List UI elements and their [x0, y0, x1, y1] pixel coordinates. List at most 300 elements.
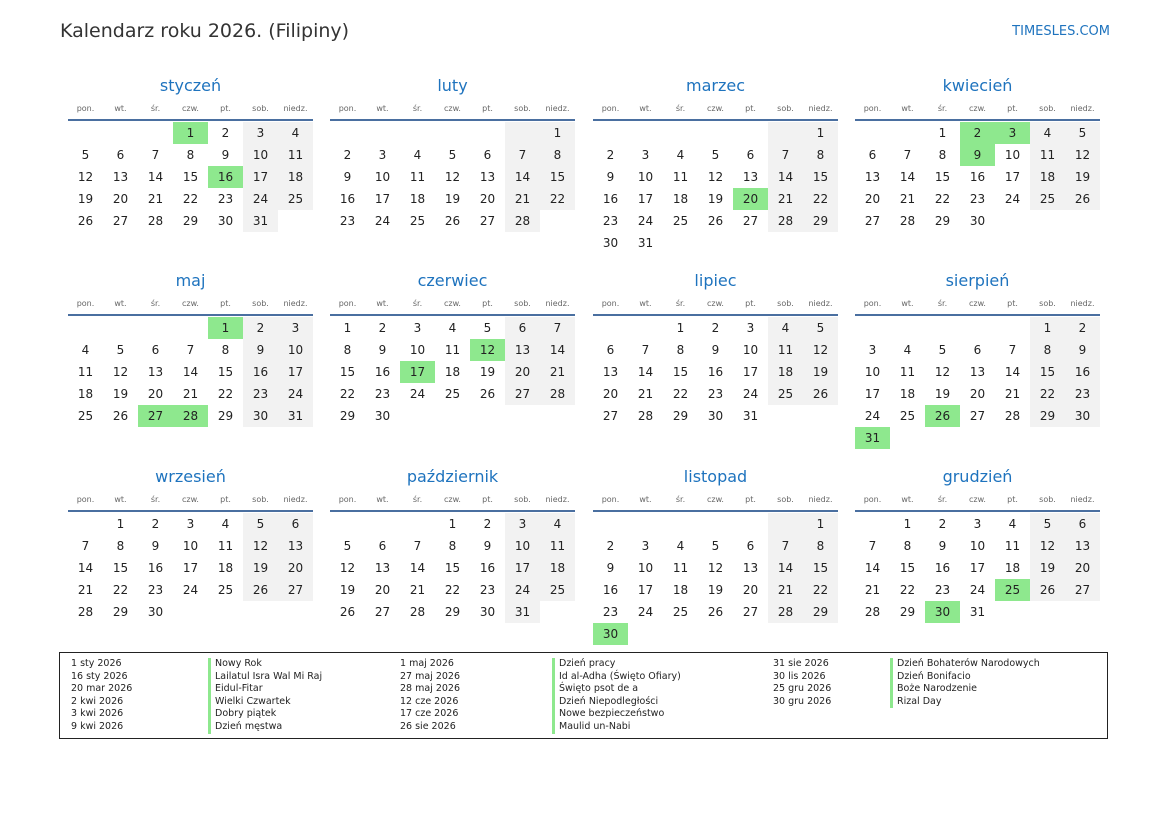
day-cell: 4 — [448, 321, 457, 335]
day-cell: 7 — [768, 535, 803, 557]
day-cell: 11 — [217, 539, 234, 553]
weekday-label: niedz. — [283, 104, 308, 113]
day-cell: 18 — [768, 361, 803, 383]
day-cell: 7 — [151, 148, 160, 162]
day-cell: 5 — [1030, 513, 1065, 535]
day-cell: 24 — [243, 188, 278, 210]
day-cell: 2 — [483, 517, 492, 531]
day-cell: 19 — [479, 365, 496, 379]
day-cell: 31 — [637, 236, 654, 250]
day-cell: 11 — [1030, 144, 1065, 166]
day-cell: 15 — [540, 166, 575, 188]
day-cell: 23 — [374, 387, 391, 401]
day-cell: 3 — [746, 321, 755, 335]
day-cell: 21 — [637, 387, 654, 401]
empty-day-cell — [505, 405, 540, 427]
day-cell: 17 — [969, 561, 986, 575]
day-cell: 22 — [217, 387, 234, 401]
day-cell: 4 — [1008, 517, 1017, 531]
day-cell: 27 — [505, 383, 540, 405]
weekday-label: czw. — [444, 299, 461, 308]
day-cell: 8 — [903, 539, 912, 553]
weekday-label: niedz. — [808, 299, 833, 308]
empty-day-cell — [628, 623, 663, 645]
day-cell: 1 — [116, 517, 125, 531]
holiday-day-cell: 1 — [173, 122, 208, 144]
day-cell: 19 — [444, 192, 461, 206]
legend-holiday-name: Lailatul Isra Wal Mi Raj — [208, 671, 322, 684]
day-cell: 2 — [378, 321, 387, 335]
weekday-label: niedz. — [1070, 299, 1095, 308]
day-cell: 12 — [112, 365, 129, 379]
day-cell: 6 — [606, 343, 615, 357]
day-cell: 5 — [343, 539, 352, 553]
day-cell: 11 — [77, 365, 94, 379]
weekday-label: pon. — [338, 495, 357, 504]
day-cell: 12 — [934, 365, 951, 379]
day-cell: 3 — [243, 122, 278, 144]
day-cell: 24 — [637, 214, 654, 228]
weekday-label: sob. — [514, 299, 531, 308]
empty-day-cell — [505, 122, 540, 144]
day-cell: 26 — [112, 409, 129, 423]
holiday-day-cell: 26 — [925, 405, 960, 427]
weekday-header — [593, 489, 838, 512]
day-cell: 25 — [768, 383, 803, 405]
weekday-label: wt. — [639, 104, 652, 113]
day-cell: 20 — [602, 387, 619, 401]
day-cell: 9 — [483, 539, 492, 553]
day-cell: 14 — [409, 561, 426, 575]
day-cell: 10 — [182, 539, 199, 553]
empty-day-cell — [995, 317, 1030, 339]
day-grid — [330, 512, 575, 623]
day-cell: 30 — [1065, 405, 1100, 427]
weekday-label: wt. — [639, 299, 652, 308]
empty-day-cell — [663, 122, 698, 144]
weekday-label: pt. — [220, 104, 231, 113]
day-cell: 13 — [112, 170, 129, 184]
day-cell: 8 — [938, 148, 947, 162]
day-cell: 21 — [540, 361, 575, 383]
day-cell: 28 — [899, 214, 916, 228]
empty-day-cell — [1065, 210, 1100, 232]
weekday-header — [68, 98, 313, 121]
empty-day-cell — [138, 317, 173, 339]
empty-day-cell — [470, 122, 505, 144]
day-cell: 6 — [151, 343, 160, 357]
day-cell: 11 — [1004, 539, 1021, 553]
day-cell: 23 — [934, 583, 951, 597]
day-cell: 1 — [803, 122, 838, 144]
empty-day-cell — [103, 317, 138, 339]
empty-day-cell — [1030, 601, 1065, 623]
day-cell: 8 — [221, 343, 230, 357]
weekday-label: pt. — [745, 299, 756, 308]
day-cell: 19 — [1030, 557, 1065, 579]
day-cell: 9 — [243, 339, 278, 361]
weekday-header — [855, 98, 1100, 121]
day-cell: 16 — [374, 365, 391, 379]
day-cell: 18 — [1004, 561, 1021, 575]
day-cell: 13 — [969, 365, 986, 379]
empty-day-cell — [540, 210, 575, 232]
day-cell: 28 — [768, 210, 803, 232]
day-cell: 20 — [147, 387, 164, 401]
day-cell: 3 — [641, 148, 650, 162]
day-cell: 12 — [444, 170, 461, 184]
day-cell: 31 — [969, 605, 986, 619]
day-cell: 28 — [77, 605, 94, 619]
day-cell: 12 — [707, 170, 724, 184]
empty-day-cell — [733, 122, 768, 144]
weekday-header — [593, 293, 838, 316]
day-cell: 21 — [864, 583, 881, 597]
empty-day-cell — [855, 513, 890, 535]
day-grid — [330, 121, 575, 232]
day-cell: 6 — [746, 539, 755, 553]
month-name: kwiecień — [942, 76, 1013, 95]
weekday-label: czw. — [969, 495, 986, 504]
day-cell: 15 — [672, 365, 689, 379]
day-cell: 24 — [969, 583, 986, 597]
day-cell: 23 — [479, 583, 496, 597]
empty-day-cell — [400, 513, 435, 535]
day-grid — [855, 121, 1100, 232]
legend-holiday-name: Dzień męstwa — [208, 721, 322, 734]
day-cell: 6 — [1065, 513, 1100, 535]
day-cell: 7 — [81, 539, 90, 553]
day-cell: 5 — [483, 321, 492, 335]
day-cell: 19 — [707, 192, 724, 206]
day-cell: 11 — [278, 144, 313, 166]
day-cell: 21 — [409, 583, 426, 597]
weekday-label: czw. — [707, 104, 724, 113]
day-cell: 17 — [374, 192, 391, 206]
day-cell: 5 — [81, 148, 90, 162]
day-cell: 9 — [343, 170, 352, 184]
weekday-label: pt. — [1007, 495, 1018, 504]
empty-day-cell — [925, 317, 960, 339]
day-cell: 6 — [868, 148, 877, 162]
empty-day-cell — [1030, 210, 1065, 232]
legend-holiday-name: Wielki Czwartek — [208, 696, 322, 709]
day-cell: 25 — [672, 214, 689, 228]
day-cell: 14 — [768, 166, 803, 188]
empty-day-cell — [540, 405, 575, 427]
holiday-day-cell: 20 — [733, 188, 768, 210]
day-cell: 13 — [742, 170, 759, 184]
month-7 — [855, 268, 1100, 453]
day-cell: 14 — [147, 170, 164, 184]
weekday-label: śr. — [412, 104, 423, 113]
weekday-label: sob. — [1039, 299, 1056, 308]
day-cell: 26 — [339, 605, 356, 619]
day-cell: 14 — [77, 561, 94, 575]
weekday-header — [330, 489, 575, 512]
empty-day-cell — [925, 427, 960, 449]
day-cell: 31 — [742, 409, 759, 423]
day-cell: 16 — [602, 583, 619, 597]
day-cell: 26 — [707, 214, 724, 228]
day-cell: 28 — [409, 605, 426, 619]
month-9 — [330, 464, 575, 649]
day-cell: 16 — [243, 361, 278, 383]
day-cell: 15 — [182, 170, 199, 184]
month-3 — [855, 73, 1100, 258]
day-cell: 17 — [864, 387, 881, 401]
empty-day-cell — [890, 317, 925, 339]
day-cell: 13 — [147, 365, 164, 379]
day-cell: 25 — [217, 583, 234, 597]
day-cell: 9 — [151, 539, 160, 553]
month-name: lipiec — [694, 271, 737, 290]
day-cell: 5 — [1065, 122, 1100, 144]
empty-day-cell — [855, 122, 890, 144]
day-cell: 20 — [969, 387, 986, 401]
day-cell: 9 — [938, 539, 947, 553]
site-link[interactable]: TIMESLES.COM — [1012, 24, 1110, 39]
day-cell: 16 — [147, 561, 164, 575]
holiday-legend — [59, 652, 1108, 739]
day-cell: 1 — [676, 321, 685, 335]
legend-names-col-3 — [890, 658, 1040, 708]
day-cell: 19 — [1065, 166, 1100, 188]
day-cell: 17 — [637, 192, 654, 206]
day-cell: 21 — [505, 188, 540, 210]
day-cell: 7 — [1008, 343, 1017, 357]
day-cell: 7 — [505, 144, 540, 166]
day-cell: 22 — [934, 192, 951, 206]
weekday-label: sob. — [514, 495, 531, 504]
day-cell: 29 — [672, 409, 689, 423]
day-cell: 6 — [973, 343, 982, 357]
day-cell: 14 — [864, 561, 881, 575]
day-cell: 10 — [637, 561, 654, 575]
day-cell: 4 — [221, 517, 230, 531]
day-cell: 13 — [864, 170, 881, 184]
day-cell: 8 — [343, 343, 352, 357]
day-cell: 1 — [1030, 317, 1065, 339]
day-cell: 24 — [409, 387, 426, 401]
day-cell: 15 — [803, 166, 838, 188]
day-cell: 24 — [278, 383, 313, 405]
empty-day-cell — [663, 513, 698, 535]
day-cell: 1 — [803, 513, 838, 535]
empty-day-cell — [628, 122, 663, 144]
legend-holiday-name: Id al-Adha (Święto Ofiary) — [552, 671, 681, 684]
day-cell: 17 — [243, 166, 278, 188]
weekday-label: niedz. — [545, 495, 570, 504]
day-cell: 19 — [934, 387, 951, 401]
day-cell: 31 — [243, 210, 278, 232]
day-cell: 1 — [938, 126, 947, 140]
day-cell: 12 — [77, 170, 94, 184]
day-cell: 26 — [479, 387, 496, 401]
holiday-day-cell: 30 — [925, 601, 960, 623]
day-cell: 10 — [1004, 148, 1021, 162]
day-cell: 6 — [483, 148, 492, 162]
day-cell: 8 — [803, 535, 838, 557]
weekday-label: czw. — [969, 104, 986, 113]
day-cell: 14 — [1004, 365, 1021, 379]
day-grid — [593, 512, 838, 645]
day-cell: 16 — [969, 170, 986, 184]
day-cell: 28 — [864, 605, 881, 619]
weekday-label: pt. — [220, 299, 231, 308]
empty-day-cell — [890, 427, 925, 449]
month-name: październik — [406, 467, 499, 486]
weekday-label: pt. — [745, 495, 756, 504]
empty-day-cell — [208, 601, 243, 623]
day-cell: 28 — [147, 214, 164, 228]
weekday-label: czw. — [444, 104, 461, 113]
day-cell: 15 — [1030, 361, 1065, 383]
day-cell: 30 — [602, 236, 619, 250]
empty-day-cell — [103, 122, 138, 144]
weekday-label: pt. — [482, 104, 493, 113]
day-cell: 27 — [112, 214, 129, 228]
weekday-label: niedz. — [283, 299, 308, 308]
day-cell: 15 — [112, 561, 129, 575]
legend-date: 27 maj 2026 — [400, 670, 461, 682]
empty-day-cell — [733, 513, 768, 535]
day-cell: 3 — [641, 539, 650, 553]
day-cell: 3 — [505, 513, 540, 535]
holiday-day-cell: 12 — [470, 339, 505, 361]
day-cell: 10 — [243, 144, 278, 166]
day-cell: 30 — [147, 605, 164, 619]
day-cell: 12 — [1030, 535, 1065, 557]
weekday-label: czw. — [182, 299, 199, 308]
day-cell: 13 — [479, 170, 496, 184]
day-cell: 3 — [868, 343, 877, 357]
day-cell: 17 — [278, 361, 313, 383]
empty-day-cell — [1065, 601, 1100, 623]
weekday-label: sob. — [252, 104, 269, 113]
day-cell: 14 — [505, 166, 540, 188]
weekday-label: pt. — [1007, 299, 1018, 308]
weekday-label: wt. — [901, 495, 914, 504]
day-cell: 14 — [540, 339, 575, 361]
day-cell: 24 — [374, 214, 391, 228]
empty-day-cell — [768, 623, 803, 645]
day-cell: 28 — [637, 409, 654, 423]
weekday-label: niedz. — [1070, 104, 1095, 113]
day-cell: 25 — [278, 188, 313, 210]
legend-holiday-name: Święto psot de a — [552, 683, 681, 696]
day-grid — [593, 316, 838, 427]
month-4 — [68, 268, 313, 453]
day-cell: 9 — [606, 561, 615, 575]
day-cell: 17 — [742, 365, 759, 379]
day-cell: 11 — [672, 170, 689, 184]
day-cell: 30 — [217, 214, 234, 228]
day-cell: 3 — [378, 148, 387, 162]
day-cell: 25 — [77, 409, 94, 423]
weekday-label: pon. — [76, 104, 95, 113]
day-cell: 5 — [711, 148, 720, 162]
day-cell: 30 — [479, 605, 496, 619]
day-cell: 23 — [602, 214, 619, 228]
weekday-label: pt. — [482, 299, 493, 308]
day-cell: 29 — [339, 409, 356, 423]
day-cell: 27 — [278, 579, 313, 601]
day-cell: 11 — [899, 365, 916, 379]
day-cell: 5 — [116, 343, 125, 357]
day-cell: 27 — [374, 605, 391, 619]
weekday-label: czw. — [969, 299, 986, 308]
weekday-label: czw. — [182, 495, 199, 504]
month-name: styczeń — [159, 76, 222, 95]
weekday-label: sob. — [777, 299, 794, 308]
weekday-label: pt. — [1007, 104, 1018, 113]
day-cell: 4 — [413, 148, 422, 162]
legend-holiday-name: Eidul-Fitar — [208, 683, 322, 696]
empty-day-cell — [68, 122, 103, 144]
legend-date: 9 kwi 2026 — [71, 720, 124, 732]
legend-dates-col-2 — [400, 658, 460, 734]
day-cell: 14 — [768, 557, 803, 579]
day-cell: 25 — [672, 605, 689, 619]
weekday-label: wt. — [376, 104, 389, 113]
empty-day-cell — [68, 513, 103, 535]
empty-day-cell — [803, 623, 838, 645]
legend-holiday-name: Nowe bezpieczeństwo — [552, 708, 681, 721]
day-cell: 1 — [448, 517, 457, 531]
empty-day-cell — [663, 623, 698, 645]
day-cell: 15 — [934, 170, 951, 184]
month-6 — [593, 268, 838, 453]
day-cell: 16 — [707, 365, 724, 379]
day-cell: 3 — [278, 317, 313, 339]
empty-day-cell — [330, 513, 365, 535]
empty-day-cell — [173, 317, 208, 339]
calendar-grid — [68, 73, 1102, 653]
weekday-label: śr. — [675, 299, 686, 308]
day-cell: 18 — [899, 387, 916, 401]
day-cell: 2 — [221, 126, 230, 140]
day-cell: 30 — [243, 405, 278, 427]
empty-day-cell — [698, 623, 733, 645]
empty-day-cell — [365, 513, 400, 535]
day-cell: 17 — [182, 561, 199, 575]
weekday-header — [68, 489, 313, 512]
legend-date: 26 sie 2026 — [400, 720, 456, 732]
legend-date: 25 gru 2026 — [773, 683, 832, 695]
day-cell: 6 — [505, 317, 540, 339]
legend-date: 30 lis 2026 — [773, 670, 826, 682]
weekday-label: czw. — [707, 299, 724, 308]
holiday-day-cell: 31 — [855, 427, 890, 449]
day-cell: 22 — [112, 583, 129, 597]
weekday-label: pt. — [482, 495, 493, 504]
day-cell: 15 — [899, 561, 916, 575]
day-cell: 11 — [444, 343, 461, 357]
day-cell: 23 — [243, 383, 278, 405]
weekday-label: wt. — [376, 495, 389, 504]
day-cell: 22 — [1030, 383, 1065, 405]
month-name: maj — [175, 271, 206, 290]
empty-day-cell — [173, 601, 208, 623]
weekday-label: wt. — [114, 299, 127, 308]
weekday-label: czw. — [182, 104, 199, 113]
day-cell: 26 — [1065, 188, 1100, 210]
month-0 — [68, 73, 313, 258]
day-cell: 4 — [676, 539, 685, 553]
month-name: marzec — [685, 76, 745, 95]
day-cell: 27 — [1065, 579, 1100, 601]
